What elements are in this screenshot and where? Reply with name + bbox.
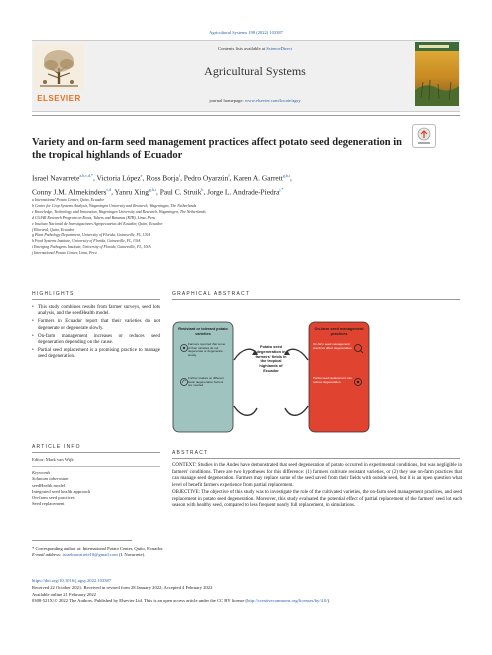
abstract-text <box>172 463 462 510</box>
copyright-line <box>32 598 460 605</box>
affiliation: f Ekorural, Quito, Ecuador <box>32 227 75 232</box>
author-separator: , <box>289 173 292 183</box>
affiliation: h Food Systems Institute, University of Florida, Gainesville, FL, USA <box>32 239 141 244</box>
received-dates: Received 22 October 2021; Received in revised form 28 January 2022; Accepted 4 February 2022 <box>32 584 213 590</box>
author-affil-sup[interactable]: f <box>178 173 181 178</box>
article-info-heading: ARTICLE INFO <box>32 444 81 450</box>
abstract-rule <box>172 458 460 459</box>
graphical-abstract-heading: GRAPHICAL ABSTRACT <box>172 291 251 297</box>
article-info-rule <box>32 452 160 453</box>
header-rule <box>32 115 460 116</box>
author-name[interactable]: , Victoria López <box>92 173 141 183</box>
email-label: E-mail address: <box>32 552 62 558</box>
author-name[interactable]: , Jorge L. Andrade-Piedra <box>203 187 280 197</box>
email-name: (I. Navarrete). <box>119 552 146 558</box>
ga-right-text-2: Partial seed replacement can reduce degeneration. <box>313 376 352 384</box>
ga-left-title: Resistant or tolerant potato varieties <box>178 327 228 336</box>
ga-right-text-1: On-farm seed management practices affect degeneration. <box>313 342 353 350</box>
elsevier-tree-logo-icon <box>34 44 84 90</box>
footnotes <box>32 546 432 559</box>
contents-line <box>110 46 400 51</box>
author-line-1 <box>32 170 462 184</box>
author-name[interactable]: , Karen A. Garrett <box>229 173 283 183</box>
author-affil-sup[interactable]: c,d <box>106 187 112 193</box>
info-divider <box>32 466 160 467</box>
homepage-prefix: journal homepage: <box>209 98 244 103</box>
author-name[interactable]: , Yanru Xing <box>111 187 149 197</box>
license-link[interactable]: http://creativecommons.org/licenses/by/4.0/ <box>247 598 328 604</box>
editor-line: Editor: Mark van Wijk <box>32 457 74 462</box>
affiliation: d CGIAR Research Program on Roots, Tubers and Bananas (RTB), Lima, Peru <box>32 215 156 220</box>
doi-link[interactable]: https://doi.org/10.1016/j.agsy.2022.103387 <box>32 578 112 583</box>
affiliation: c Knowledge, Technology and Innovation, Wageningen University and Research, Wageningen, The Netherlands <box>32 209 206 214</box>
corresponding-author-note: * Corresponding author at: International Potato Center, Quito, Ecuador. <box>32 546 164 551</box>
contents-prefix: Contents lists available at <box>218 46 266 51</box>
publication-info <box>32 578 460 605</box>
author-affil-sup[interactable]: e <box>140 173 143 178</box>
author-name[interactable]: , Paul C. Struik <box>156 187 202 197</box>
author-affil-sup[interactable]: a,b,c,d,* <box>79 173 93 178</box>
footnote-rule <box>32 540 132 541</box>
publisher-name: ELSEVIER <box>37 94 81 103</box>
article-title: Variety and on-farm seed management practices affect potato seed degeneration in the tropical highlands of Ecuador <box>32 137 402 161</box>
homepage-line <box>110 98 400 103</box>
highlights-heading: HIGHLIGHTS <box>32 291 75 297</box>
highlight-item: • Farmers in Ecuador report that their varieties do not degenerate or degenerate slowly. <box>32 319 160 332</box>
affiliation: b Centre for Crop Systems Analysis, Wageningen University and Research, Wageningen, The Netherlands <box>32 203 197 208</box>
affiliation: a International Potato Center, Quito, Ecuador <box>32 198 105 202</box>
check-for-updates-icon[interactable] <box>412 124 436 148</box>
author-line-2 <box>32 184 462 198</box>
ga-center-text: Potato seed degeneration in farmers' fields in the tropical highlands of Ecuador <box>255 344 287 373</box>
highlights-rule <box>32 299 160 300</box>
affiliation: e Instituto Nacional de Investigaciones Agropecuarias del Ecuador, Quito, Ecuador <box>32 221 163 226</box>
author-affil-sup[interactable]: g,h,i <box>148 187 157 193</box>
keyword: Seed replacement <box>32 501 65 507</box>
abstract-objective: OBJECTIVE: The objective of this study was to investigate the role of the cultivated varieties, the on-farm seed management practices, and seed replacement in potato seed degeneration. Moreover, this study evaluated the potential effect of partial replacement of the farmers' seed lot each season with healthy seed, compared to less frequent nearly full replacement, in simulations. <box>172 489 462 509</box>
ga-left-text-2: Further studies on different biotic degeneration factors are needed. <box>188 376 224 388</box>
keyword: seedHealth model <box>32 482 66 488</box>
abstract-context: CONTEXT: Studies in the Andes have demonstrated that seed degeneration of potato occurred in experimental conditions, but was negligible in farmers' conditions. There are two hypotheses for this difference: (1) farmers cultivate resistant varieties, or (2) they use on-farm practices that can manage seed degeneration. Farmers may replace some of the seed saved from their fields with outside seed, but it is an open question what level of benefit farmers experience from partial replacement. <box>172 463 462 489</box>
homepage-link[interactable]: www.elsevier.com/locate/agsy <box>244 98 301 103</box>
author-name[interactable]: , Ross Borja <box>142 173 179 183</box>
article-info-block <box>32 457 160 507</box>
copyright-suffix: ). <box>327 598 331 604</box>
author-name[interactable]: Conny J.M. Almekinders <box>32 187 107 197</box>
available-online: Available online 21 February 2022 <box>32 591 96 597</box>
keyword: On-farm seed practices <box>32 495 75 501</box>
author-name[interactable]: Israel Navarrete <box>32 173 80 183</box>
sciencedirect-link[interactable]: ScienceDirect <box>266 46 292 51</box>
affiliation: j International Potato Center, Lima, Peru <box>32 251 97 256</box>
keyword: Solanum tuberosum <box>32 476 69 482</box>
highlight-item: • This study combines results from farmer surveys, seed lots analysis, and the seedHealth model. <box>32 305 160 318</box>
author-affil-sup[interactable]: b <box>201 187 204 193</box>
graphical-abstract-rule <box>172 299 460 300</box>
highlight-item: • Partial seed replacement is a promising practice to manage seed degeneration. <box>32 348 160 361</box>
journal-cover-image <box>415 42 459 106</box>
ga-left-text-1: Farmers reported that some of their varieties do not degenerate or degenerate slowly. <box>188 342 226 358</box>
ga-right-title: On-farm seed management practices <box>314 327 364 336</box>
affiliation-list <box>32 198 452 257</box>
highlight-item: • On-farm management increases or reduces seed degeneration depending on the cause. <box>32 334 160 347</box>
copyright-text: 0308-521X/© 2022 The Authors. Published by Elsevier Ltd. This is an open access article under the CC BY license ( <box>32 598 248 604</box>
author-name[interactable]: , Pedro Oyarzún <box>180 173 229 183</box>
affiliation: g Plant Pathology Department, University of Florida, Gainesville, FL, USA <box>32 233 151 238</box>
affiliation: i Emerging Pathogens Institute, University of Florida, Gainesville, FL, USA <box>32 245 151 250</box>
author-affil-sup[interactable]: g,h,i <box>282 173 290 178</box>
keyword: Integrated seed health approach <box>32 488 91 494</box>
email-line <box>32 552 432 558</box>
keywords-label: Keywords <box>32 470 51 476</box>
highlights-list <box>32 305 160 362</box>
author-affil-sup[interactable]: f <box>228 173 230 178</box>
email-link[interactable]: israelnavarrete10@gmail.com <box>62 552 118 558</box>
journal-title: Agricultural Systems <box>204 64 306 78</box>
abstract-heading: ABSTRACT <box>172 450 209 456</box>
journal-reference[interactable]: Agricultural Systems 198 (2022) 103387 <box>209 30 283 35</box>
author-affil-sup[interactable]: j,* <box>279 187 284 193</box>
author-list <box>32 170 462 199</box>
